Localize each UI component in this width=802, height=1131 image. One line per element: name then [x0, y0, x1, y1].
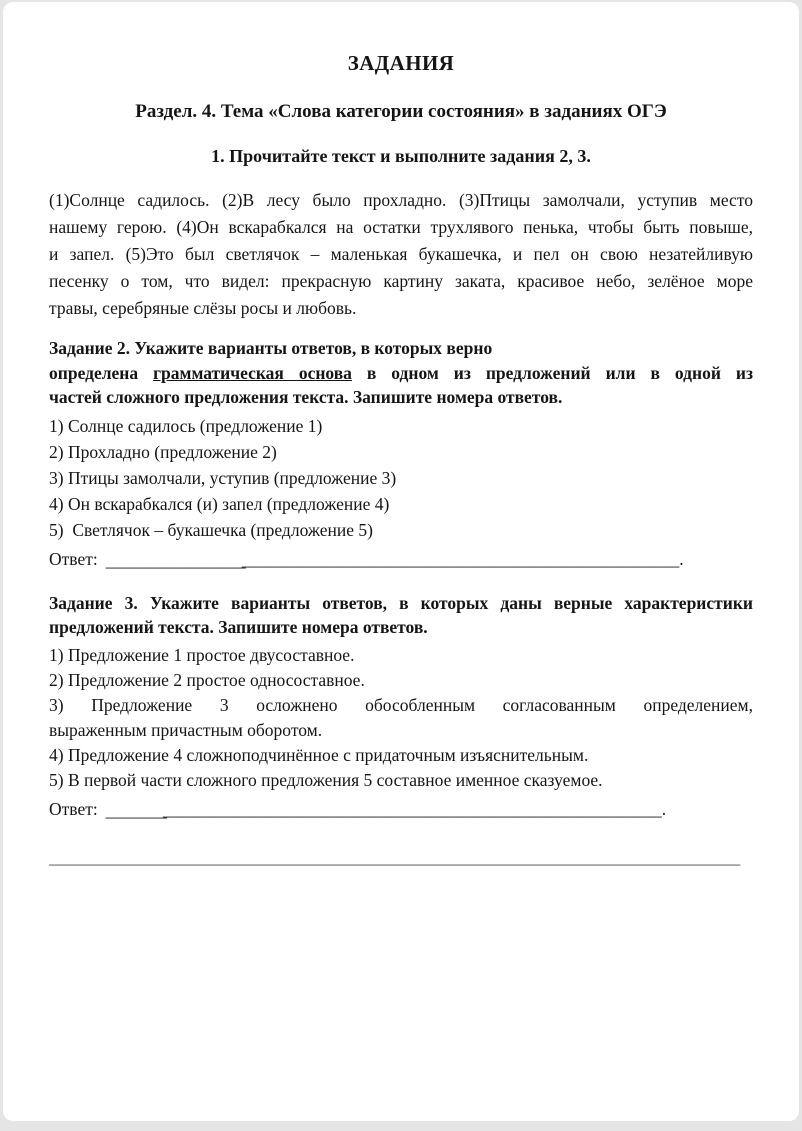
source-text-line: и запел. (5)Это был светлячок – маленькая букашечка, и пел он свою незатейливую — [49, 244, 753, 264]
task2-option-2: 2) Прохладно (предложение 2) — [49, 441, 277, 462]
task2-option-1: 1) Солнце садилось (предложение 1) — [49, 415, 323, 436]
answer-period: . — [661, 798, 667, 819]
answer-label: Ответ: — [49, 798, 98, 819]
task3-options — [49, 643, 753, 793]
underlined-term: грамматическая основа — [153, 362, 352, 383]
answer-blank-short: _______ — [105, 799, 167, 820]
answer-period: . — [679, 548, 684, 569]
task2-heading-line3: частей сложного предложения текста. Запишите номера ответов. — [49, 387, 563, 407]
source-text-line: нашему герою. (4)Он вскарабкался на остатки трухлявого пенька, чтобы быть повыше, — [49, 217, 753, 237]
task3-option-3 — [49, 693, 753, 743]
task2-option-3: 3) Птицы замолчали, уступив (предложение 3) — [49, 467, 397, 488]
exercise-heading: 1. Прочитайте текст и выполните задания 2, 3. — [211, 146, 591, 166]
task2-heading-line1: Задание 2. Укажите варианты ответов, в которых верно — [49, 338, 493, 358]
document-page — [3, 2, 799, 1121]
source-text — [49, 187, 753, 322]
task2-options — [49, 413, 753, 543]
page-title: ЗАДАНИЯ — [347, 51, 455, 75]
task2-heading-line2-pre: определена — [49, 362, 154, 383]
task3-option-2: 2) Предложение 2 простое односоставное. — [49, 669, 365, 690]
task3-answer-line — [49, 796, 753, 822]
task3-heading-line1: Задание 3. Укажите варианты ответов, в которых даны верные характеристики — [49, 592, 753, 613]
answer-blank-long: __________________________________________________ — [241, 548, 680, 569]
task3-heading — [49, 591, 753, 640]
source-text-line: (1)Солнце садилось. (2)В лесу было прохладно. (3)Птицы замолчали, уступив место — [49, 190, 753, 210]
source-text-line: травы, серебряные слёзы росы и любовь. — [49, 298, 357, 318]
section-heading: Раздел. 4. Тема «Слова категории состояния» в заданиях ОГЭ — [135, 101, 667, 122]
task3-option-3-line2: выраженным причастным оборотом. — [49, 719, 323, 740]
task2-heading — [49, 336, 753, 410]
task3-option-4: 4) Предложение 4 сложноподчинённое с придаточным изъяснительным. — [49, 744, 589, 765]
task2-option-5: 5) Светлячок – букашечка (предложение 5) — [49, 519, 373, 540]
answer-label: Ответ: — [49, 548, 98, 569]
task3-option-1: 1) Предложение 1 простое двусоставное. — [49, 644, 355, 665]
task2-heading-line2 — [49, 361, 753, 386]
answer-blank-short: ________________ — [105, 549, 246, 570]
answer-blank-long: _________________________________________________________ — [162, 798, 662, 819]
task3-option-3-line1: 3) Предложение 3 осложнено обособленным согласованным определением, — [49, 694, 753, 715]
task2-answer-line — [49, 546, 753, 572]
task2-heading-line2-post: в одном из предложений или в одной из — [351, 362, 753, 383]
task3-option-5: 5) В первой части сложного предложения 5 составное именное сказуемое. — [49, 769, 603, 790]
task2-option-4: 4) Он вскарабкался (и) запел (предложение 4) — [49, 493, 390, 514]
bottom-write-line: _______________________________________________________________________________ — [49, 846, 741, 867]
task3-heading-line2: предложений текста. Запишите номера ответов. — [49, 617, 428, 637]
source-text-line: песенку о том, что видел: прекрасную картину заката, красивое небо, зелёное море — [49, 271, 753, 291]
